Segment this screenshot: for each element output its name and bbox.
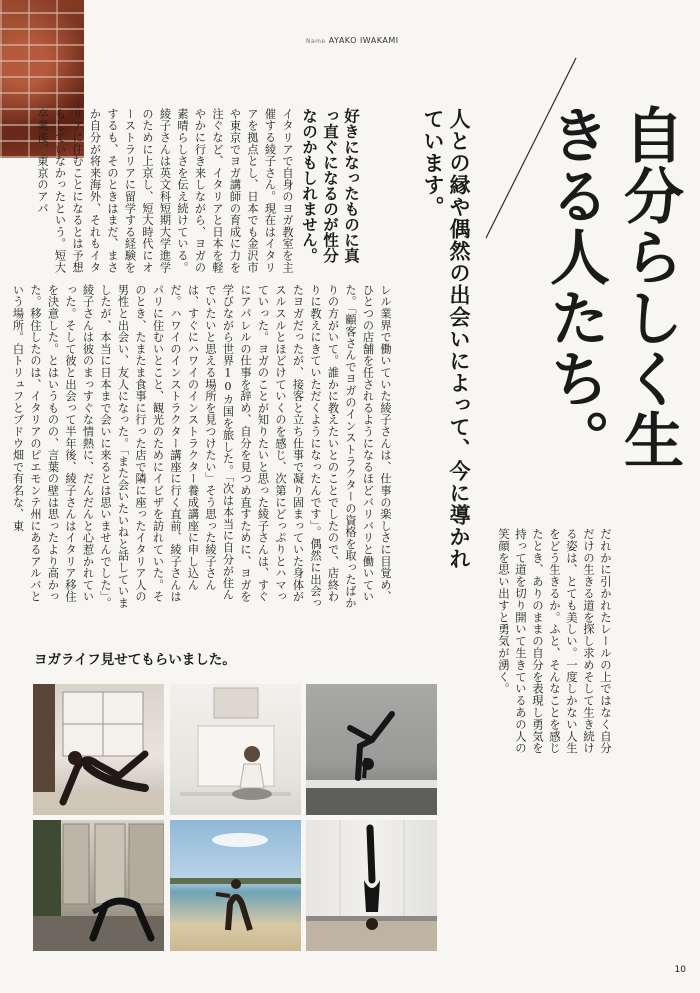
side-essay: だれかに引かれたレールの上ではなく自分だけの生きる道を探し求めそして生き続ける姿は、とても美しい。一度しかない人生をどう生きるか。ふと、そんなことを感じたとき、ありのままの自分を表現し勇気を持って道を切り開いて生きているあの人の笑顔を思い出すと勇気が湧く。: [497, 528, 613, 755]
photo-wheel-street: [33, 820, 164, 951]
page-number: 10: [674, 965, 686, 975]
gallery-heading: ヨガライフ見せてもらいました。: [34, 652, 236, 668]
photo-headstand: [306, 820, 437, 951]
body-text-upper: イタリアで自身のヨガ教室を主催する綾子さん。現在はイタリアを拠点とし、日本でも金沢市や東京でヨガ講師の育成に力を注ぐなど、イタリアと日本を軽やかに行き来しながら、ヨガの素晴らしさを伝え続けている。綾子さんは英文科短期大学進学のために上京し、短大時代にオーストラリアに留学する経験をするも、そのときはまだ、まさか自分が将来海外、それもイタリアに住むことになるとは予想もしていなかったという。短大卒業後、東京のアパ: [36, 108, 294, 274]
pull-quote: 好きになったものに真っ直ぐになるのが性分なのかもしれません。: [300, 108, 360, 263]
photo-bow-pose: [33, 684, 164, 815]
photo-arm-balance-concrete: [306, 684, 437, 815]
person-name: AYAKO IWAKAMI: [328, 36, 399, 45]
subheading: 人との縁や偶然の出会いによって、今に導かれています。: [421, 108, 471, 570]
name-label: Name: [306, 38, 326, 45]
photo-seated-white-room: [170, 684, 301, 815]
page-title: 自分らしく生きる人たち。: [540, 104, 684, 470]
photo-beach-pose: [170, 820, 301, 951]
body-text-lower: レル業界で働いていた綾子さんは、仕事の楽しさに目覚め、ひとつの店舗を任されるようになるほどバリバリと働いていた。「顧客さんでヨガのインストラクターの資格を取ったばかりの方がいて。誰かに教えたいとのことでしたので、店終わりに教えにきていただくようになったんです」。偶然に出会ったヨガだったが、接客と立ち仕事で凝り固まっていた身体がスルスルとほどけていくのを感じ、次第にどっぷりとハマっていった。ヨガのことが知りたいと思った綾子さんは、すぐにアパレルの仕事を辞め、自分を見つめ直すために、ヨガを学びながら世界10カ国を旅した。「次は本当に自分が住んでいたいと思える場所を見つけたい」そう思った綾子さんは、すぐにハワイのインストラクター養成講座に申し込んだ。ハワイのインストラクター講座に行く直前、綾子さんはパリに住むいとこと、観光のためにイビザを訪れていた。そのとき、たまたま食事に行った店で隣に座ったイタリア人の男性と出会い、友人になった。「また会いたいねと話していましたが、本当に日本まで会いに来るとは思いませんでした」。綾子さんは彼のまっすぐな情熱に、だんだんと心惹かれていった。そして彼と出会って半年後、綾子さんはイタリア移住を決意した。とはいうものの、言葉の壁は思ったより高かった。移住したのは、イタリアのピエモンテ州にあるアルバという場所。白トリュフとブドウ畑で有名な、東: [11, 284, 392, 609]
